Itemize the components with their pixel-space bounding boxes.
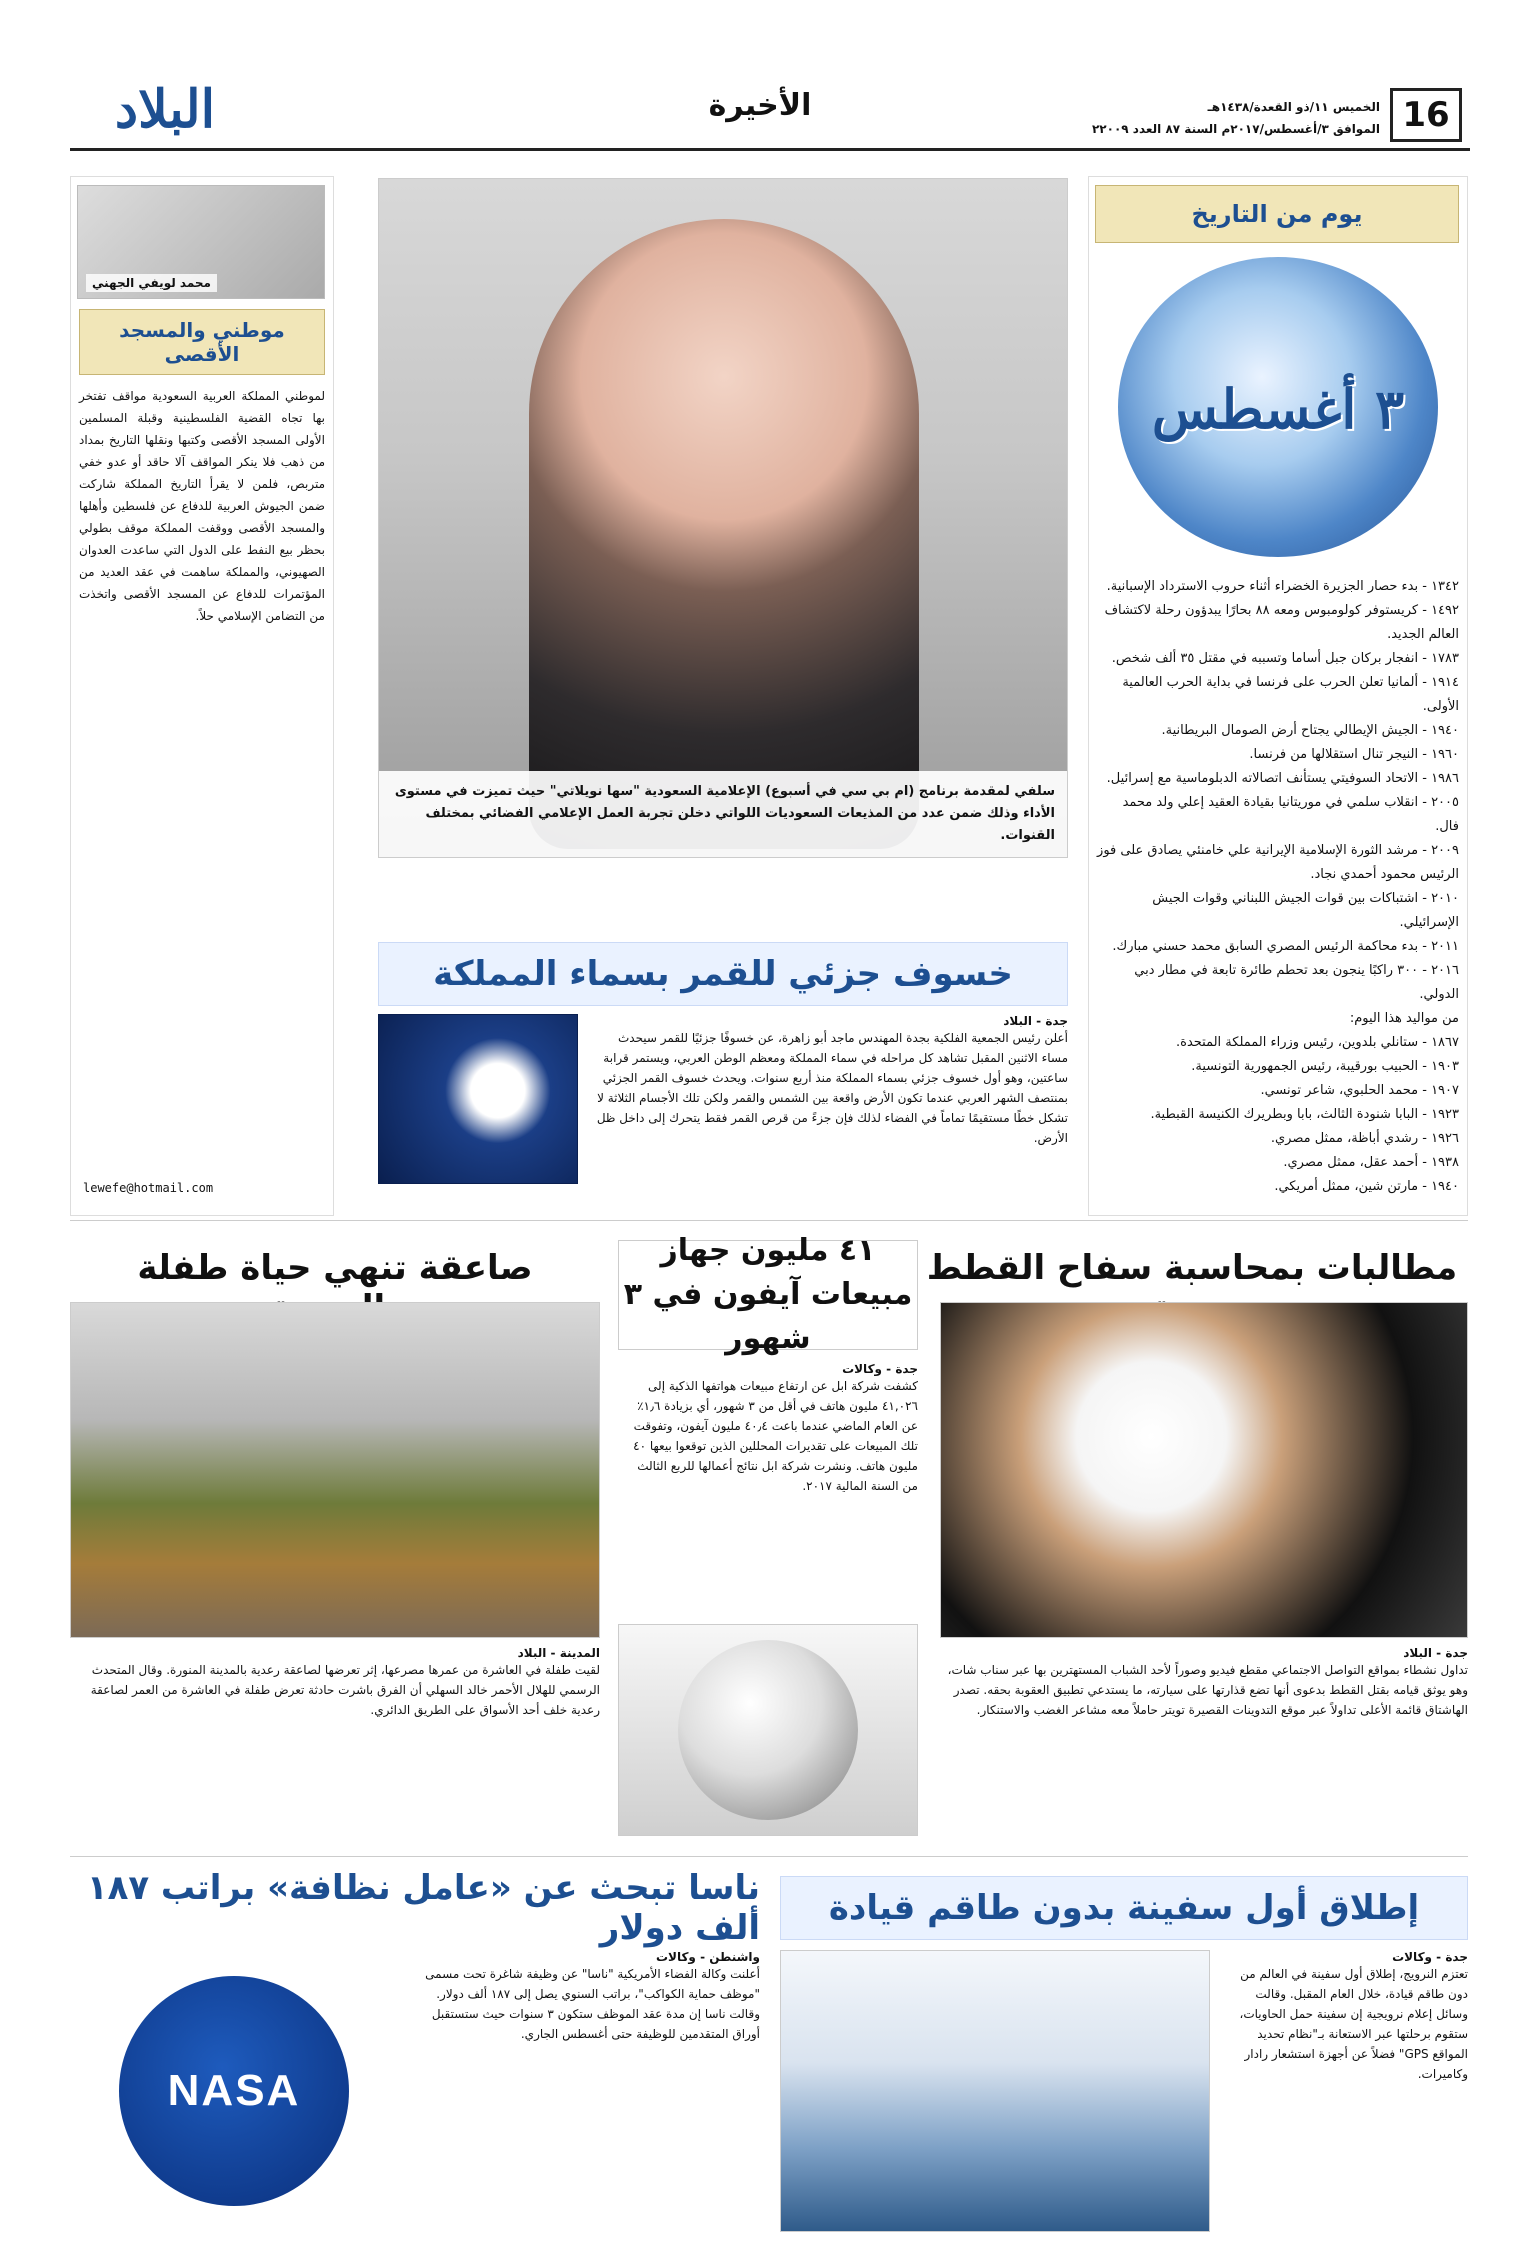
- apple-logo-icon: [678, 1640, 858, 1820]
- history-item: ١٩٤٠ - مارتن شين، ممثل أمريكي.: [1274, 1179, 1459, 1194]
- date-line-2: الموافق ٣/أغسطس/٢٠١٧م السنة ٨٧ العدد ٢٢٠٠٩: [1091, 122, 1380, 136]
- nasa-text: أعلنت وكالة الفضاء الأمريكية "ناسا" عن وظيفة شاغرة تحت مسمى "موظف حماية الكواكب"، براتب السنوي يصل إلى ١٨٧ ألف دولار. وقالت ناسا إن مدة عقد الموظف ستكون ٣ سنوات حيث ستستقبل أوراق المتقدمين للوظيفة حتى أغسطس الجاري.: [425, 1967, 760, 2041]
- eclipse-image: [378, 1014, 578, 1184]
- history-item: ٢٠١٦ - ٣٠٠ راكبًا ينجون بعد تحطم طائرة تابعة في مطار دبي الدولي.: [1134, 963, 1459, 1002]
- history-item: من مواليد هذا اليوم:: [1349, 1011, 1459, 1026]
- history-column: [1088, 176, 1468, 1216]
- iphone-article: [618, 1362, 918, 1612]
- history-item: ١٩٤٠ - الجيش الإيطالي يجتاح أرض الصومال البريطانية.: [1161, 723, 1459, 738]
- nasa-logo: [70, 1950, 398, 2232]
- eclipse-article: [590, 1014, 1068, 1184]
- newspaper-logo: البلاد: [114, 79, 216, 140]
- history-item: ١٩٨٦ - الاتحاد السوفيتي يستأنف اتصالاته الدبلوماسية مع إسرائيل.: [1106, 771, 1459, 786]
- nasa-headline: ناسا تبحث عن «عامل نظافة» براتب ١٨٧ ألف دولار: [86, 1868, 760, 1948]
- history-item: ١٧٨٣ - انفجار بركان جبل أساما وتسببه في مقتل ٣٥ ألف شخص.: [1111, 651, 1459, 666]
- cats-headline: مطالبات بمحاسبة سفاح القطط: [926, 1248, 1458, 1288]
- eclipse-dateline: جدة - البلاد: [1003, 1014, 1068, 1028]
- cats-dateline: جدة - البلاد: [1403, 1646, 1468, 1660]
- history-item: ١٤٩٢ - كريستوفر كولومبوس ومعه ٨٨ بحارًا يبدؤون رحلة لاكتشاف العالم الجديد.: [1104, 603, 1459, 642]
- iphone-text: كشفت شركة ابل عن ارتفاع مبيعات هواتفها الذكية إلى ٤١,٠٢٦ مليون هاتف في أقل من ٣ شهور، أي بزيادة ١٫٦٪ عن العام الماضي عندما باعت ٤٠٫٤ مليون آيفون، وتفوقت تلك المبيعات على تقديرات المحللين الذين توقعوا بيعها ٤٠ مليون هاتف. ونشرت شركة ابل نتائج أعمالها للربع الثالث من السنة المالية ٢٠١٧.: [633, 1379, 918, 1493]
- fire-text: لقيت طفلة في العاشرة من عمرها مصرعها، إثر تعرضها لصاعقة رعدية بالمدينة المنورة. وقال المتحدث الرسمي للهلال الأحمر خالد السهلي أن الفرق باشرت حادثة تعرض طفلة في العاشرة من العمر لصاعقة رعدية خلف أحد الأسواق على الطريق الدائري.: [90, 1663, 600, 1717]
- fire-photo: [70, 1302, 600, 1638]
- history-item: ١٩٠٣ - الحبيب بورقيبة، رئيس الجمهورية التونسية.: [1191, 1059, 1459, 1074]
- eclipse-headline: خسوف جزئي للقمر بسماء المملكة: [433, 954, 1013, 994]
- page-number: 16: [1390, 88, 1462, 142]
- cats-text: تداول نشطاء بمواقع التواصل الاجتماعي مقطع فيديو وصوراً لأحد الشباب المستهترين بها عبر سناب شات، وهو يوثق قيامه بقتل القطط بدعوى أنها تضع قذارتها على سيارته، ما يستدعي تطبيق العقوبة بحقه. تصدر الهاشتاق قائمة الأعلى تداولاً عبر موقع التدوينات القصيرة تويتر حاملاً معه مشاعر الغضب والاستنكار.: [947, 1663, 1468, 1717]
- history-item: ١٩٢٣ - البابا شنودة الثالث، بابا وبطريرك الكنيسة القبطية.: [1150, 1107, 1459, 1122]
- feature-photo: [378, 178, 1068, 858]
- ship-dateline: جدة - وكالات: [1392, 1950, 1468, 1964]
- history-timeline: [1097, 575, 1459, 1199]
- date-badge: ٣ أغسطس: [1151, 377, 1405, 441]
- opinion-column: [70, 176, 334, 1216]
- section-separator: [70, 1220, 1468, 1221]
- ship-headline-box: [780, 1876, 1468, 1940]
- cat-photo: [940, 1302, 1468, 1638]
- ship-text: تعتزم النرويج، إطلاق أول سفينة في العالم من دون طاقم قيادة، خلال العام المقبل. وقالت وسائل إعلام نرويجية إن سفينة حمل الحاويات، ستقوم برحلتها عبر الاستعانة بـ"نظام تحديد المواقع GPS" فضلاً عن أجهزة استشعار رادار وكاميرات.: [1239, 1967, 1468, 2081]
- history-item: ١٣٤٢ - بدء حصار الجزيرة الخضراء أثناء حروب الاسترداد الإسبانية.: [1106, 579, 1459, 594]
- column-title: موطني والمسجد الأقصى: [79, 309, 325, 375]
- apple-image: [618, 1624, 918, 1836]
- column-body: لموطني المملكة العربية السعودية مواقف تفتخر بها تجاه القضية الفلسطينية وقبلة المسلمين الأولى المسجد الأقصى وكتبها ونقلها التاريخ بمداد من ذهب فلا ينكر المواقف آلا حاقد أو عدو خفي متربص، فلمن لا يقرأ التاريخ المملكة شاركت ضمن الجيوش العربية للدفاع عن فلسطين وأهلها والمسجد الأقصى ووقفت المملكة موقف بطولي بحظر بيع النفط على الدول التي ساعدت العدوان الصهيوني، والمملكة ساهمت في عقد العديد من المؤتمرات للدفاع عن المسجد الأقصى واتخذت من التضامن الإسلامي حلاً.: [79, 389, 325, 623]
- nasa-logo-circle: [119, 1976, 349, 2206]
- header-rule: [70, 148, 1470, 151]
- iphone-headline-box: [618, 1233, 918, 1356]
- history-title-box: [1095, 185, 1459, 243]
- fire-article: [70, 1646, 600, 1816]
- author-email[interactable]: lewefe@hotmail.com: [83, 1181, 214, 1195]
- history-item: ١٨٦٧ - ستانلي بلدوين، رئيس وزراء المملكة المتحدة.: [1176, 1035, 1459, 1050]
- fire-headline: صاعقة تنهي حياة طفلة: [137, 1248, 533, 1288]
- ship-image: [780, 1950, 1210, 2232]
- iphone-dateline: جدة - وكالات: [842, 1362, 918, 1376]
- section-separator-2: [70, 1856, 1468, 1857]
- history-title: يوم من التاريخ: [1191, 200, 1363, 228]
- portrait-subject: [529, 219, 919, 849]
- eclipse-text: أعلن رئيس الجمعية الفلكية بجدة المهندس ماجد أبو زاهرة، عن خسوفًا جزئيًا للقمر سيحدث مساء الاثنين المقبل تشاهد كل مراحله في سماء المملكة ومعظم الوطن العربي، ويستمر قرابة ساعتين، وهو أول خسوف جزئي بسماء المملكة منذ أربع سنوات. ويحدث خسوف القمر الجزئي بمنتصف الشهر العربي عندما تكون الأرض واقعة بين الشمس والقمر ولكن تلك الأجسام الثلاثة لا تشكل خطًا مستقيمًا تماماً في الفضاء لذلك فإن جزءً من قرص القمر فقط يتحرك إلى داخل ظل الأرض.: [596, 1031, 1068, 1145]
- history-item: ١٩٠٧ - محمد الحلبوي، شاعر تونسي.: [1260, 1083, 1459, 1098]
- history-item: ١٩٦٠ - النيجر تنال استقلالها من فرنسا.: [1249, 747, 1459, 762]
- cats-article: [940, 1646, 1468, 1816]
- ship-article: [1222, 1950, 1468, 2232]
- date-line-1: الخميس ١١/ذو القعدة/١٤٣٨هـ: [1207, 100, 1380, 114]
- history-item: ٢٠١٠ - اشتباكات بين قوات الجيش اللبناني وقوات الجيش الإسرائيلي.: [1152, 891, 1459, 930]
- history-item: ١٩٣٨ - أحمد عقل، ممثل مصري.: [1283, 1155, 1459, 1170]
- eclipse-headline-box: [378, 942, 1068, 1006]
- feature-caption: سلفي لمقدمة برنامج (ام بي سي في أسبوع) الإعلامية السعودية "سها نويلاتي" حيث تميزت في مستوى الأداء وذلك ضمن عدد من المذيعات السعوديات اللواتي دخلن تجربة العمل الإعلامي الفضائي بمختلف القنوات.: [379, 771, 1067, 857]
- history-item: ٢٠٠٩ - مرشد الثورة الإسلامية الإيرانية علي خامنئي يصادق على فوز الرئيس محمود أحمدي نجاد.: [1097, 843, 1459, 882]
- history-item: ٢٠١١ - بدء محاكمة الرئيس المصري السابق محمد حسني مبارك.: [1112, 939, 1459, 954]
- nasa-logo-text: NASA: [167, 2066, 301, 2115]
- section-title: الأخيرة: [708, 88, 812, 123]
- globe-image: [1118, 257, 1438, 557]
- history-item: ١٩١٤ - ألمانيا تعلن الحرب على فرنسا في بداية الحرب العالمية الأولى.: [1122, 675, 1459, 714]
- fire-dateline: المدينة - البلاد: [517, 1646, 600, 1660]
- iphone-headline: ٤١ مليون جهاز مبيعات آيفون في ٣ شهور: [623, 1233, 913, 1356]
- nasa-dateline: واشنطن - وكالات: [655, 1950, 760, 1964]
- history-item: ٢٠٠٥ - انقلاب سلمي في موريتانيا بقيادة العقيد إعلي ولد محمد فال.: [1122, 795, 1459, 834]
- nasa-article: [410, 1950, 760, 2232]
- history-item: ١٩٢٦ - رشدي أباظة، ممثل مصري.: [1270, 1131, 1459, 1146]
- ship-headline: إطلاق أول سفينة بدون طاقم قيادة: [828, 1888, 1420, 1928]
- author-name: محمد لويفي الجهني: [86, 274, 217, 292]
- author-photo: [77, 185, 325, 299]
- nasa-headline-box: [70, 1868, 760, 1948]
- issue-date: [1060, 96, 1380, 140]
